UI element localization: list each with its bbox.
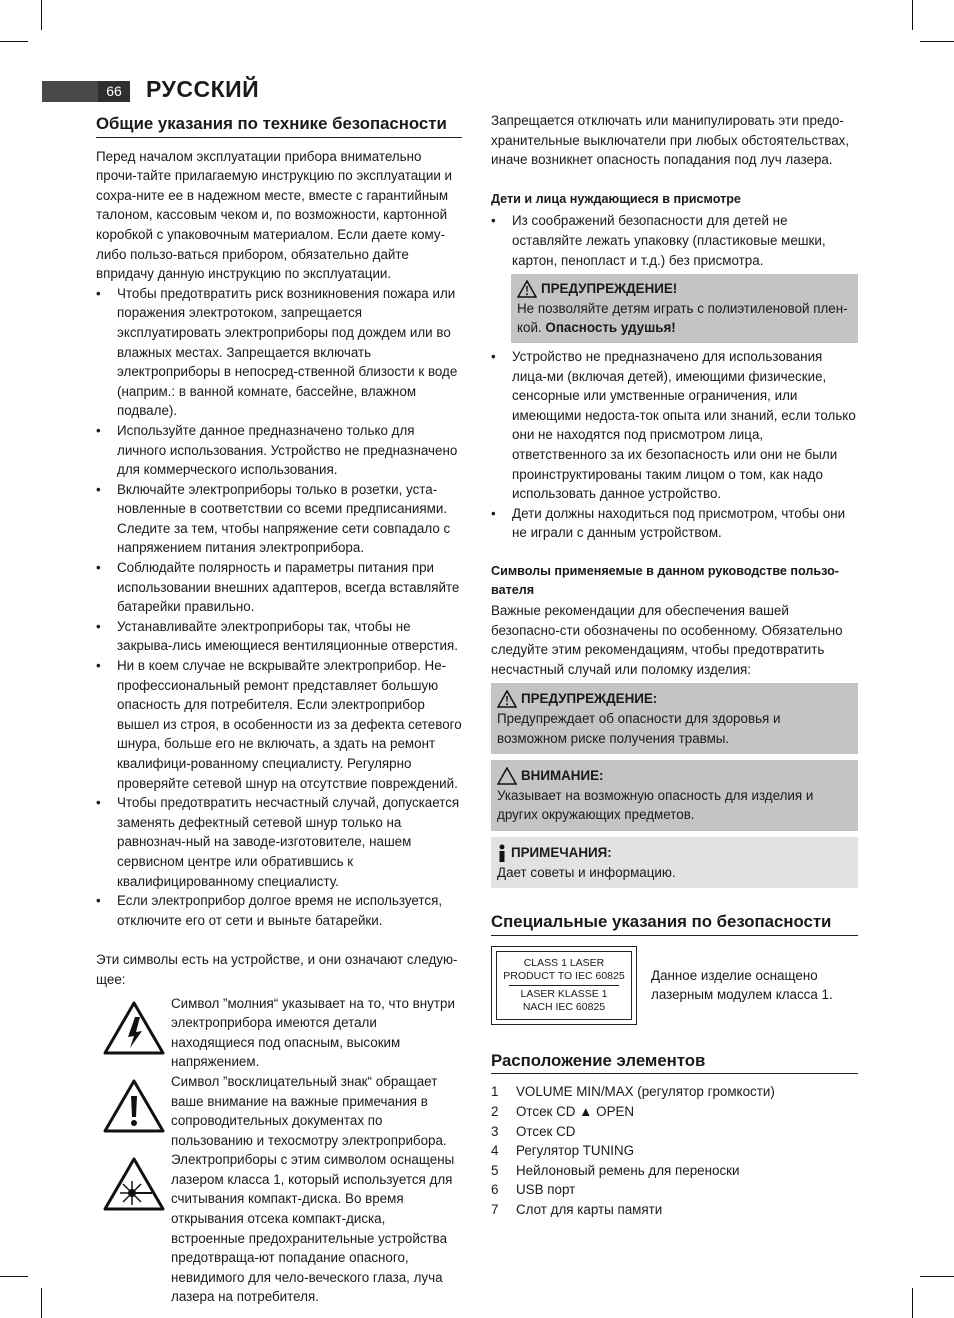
list-item [491,1141,858,1161]
laser-section [491,946,858,1025]
warning-body: Не позволяйте детям играть с полиэтиленовой плен-кой. [517,300,848,336]
list-item: • Соблюдайте полярность и параметры питания при использовании внешних адаптеров, всегда вставляйте батарейки правильно. [96,558,462,617]
laser-label-line: PRODUCT TO IEC 60825 [503,969,625,982]
section-title-parts: Расположение элементов [491,1051,858,1075]
symbols-intro: Эти символы есть на устройстве, и они означают следую-щее: [96,952,458,987]
laser-label-line: CLASS 1 LASER [523,956,605,969]
notice-caution-title [497,766,852,786]
laser-label-line: LASER KLASSE 1 [520,987,608,1000]
part-number: 7 [491,1201,499,1217]
crop-mark [912,1288,913,1318]
crop-mark [0,1276,28,1277]
symbol-row [96,1072,462,1150]
crop-mark [920,41,954,42]
children-heading: Дети и лица нуждающиеся в присмотре [491,191,741,206]
part-number: 1 [491,1084,499,1100]
crop-mark [41,1288,42,1318]
language-title: РУССКИЙ [146,76,260,102]
notice-caution-box [491,760,858,831]
list-item: • Если электроприбор долгое время не используется, отключите его от сети и выньте батарейки. [96,891,462,930]
notice-caution-text: Указывает на возможную опасность для изделия и других окружающих предметов. [497,787,814,823]
symbol-description: Символ ”молния“ указывает на то, что внутри электроприбора имеются детали находящиеся под опасным, высоким напряжением. [171,995,455,1070]
part-label: Слот для карты памяти [516,1201,663,1217]
warning-title-text: ПРЕДУПРЕЖДЕНИЕ! [541,281,678,297]
crop-mark [0,41,28,42]
warning-triangle-icon [497,690,517,708]
notice-warning-title-text: ПРЕДУПРЕЖДЕНИЕ: [521,691,658,707]
exclamation-warning-icon [96,1072,171,1134]
notice-note-title [497,843,852,863]
left-column [96,114,462,1307]
laser-label-divider [509,985,619,986]
page-number: 66 [98,81,130,102]
list-item: • Включайте электроприборы только в розетки, уста-новленные в соответствии со всеми предписаниями. Следите за тем, чтобы напряжение сети совпадало с напряжением питания электроприбора. [96,480,462,558]
part-number: 2 [491,1103,499,1119]
notice-note-box [491,837,858,888]
symbol-row [96,1150,462,1307]
part-label: Отсек CD [516,1123,576,1139]
header-bar [42,81,98,102]
laser-label-line: NACH IEC 60825 [522,1000,606,1013]
list-item: • Используйте данное предназначено только для личного использования. Устройство не предназначено для коммерческого использования. [96,421,462,480]
info-icon [497,844,507,862]
notice-note-title-text: ПРИМЕЧАНИЯ: [511,845,612,860]
symbol-row [96,994,462,1072]
list-item: • Из соображений безопасности для детей не оставляйте лежать упаковку (пластиковые мешки, картон, пенопласт и т.д.) без присмотра. [491,211,858,270]
notice-note-text: Дает советы и информацию. [497,864,676,880]
part-label: VOLUME MIN/MAX (регулятор громкости) [516,1084,775,1100]
notice-warning-text: Предупреждает об опасности для здоровья и возможном риске получения травмы. [497,711,781,746]
list-item: • Ни в коем случае не вскрывайте электроприбор. Не-профессиональный ремонт представляет большую опасность для потребителя. Если электроприбор вышел из строя, в особенности из за дефекта сетевого шнура, больше его не включать, а здать на ремонт квалифици-рованному специалисту. Регулярно проверяйте сетевой шнур на отсутствие повреждений. [96,656,462,793]
list-item: • Дети должны находиться под присмотром, чтобы они не играли с данным устройством. [491,504,858,543]
part-label: USB порт [516,1182,576,1198]
children-list [491,211,858,270]
lightning-warning-icon [96,994,171,1056]
symbols-paragraph: Важные рекомендации для обеспечения вашей безопасно-сти обозначены по особенному. Обязательно следуйте этим рекомендациям, чтобы предотвратить несчастный случай или поломку изделия: [491,603,843,677]
notice-warning-box [491,683,858,754]
list-item [491,1122,858,1142]
part-label: Нейлоновый ремень для переноски [516,1162,740,1178]
crop-mark [920,1276,954,1277]
list-item: • Устройство не предназначено для использования лица-ми (включая детей), имеющими физические, сенсорные или умственные ограничения, или имеющими недоста-ток опыта или знаний, если только они не находятся под присмотром лица, ответственного за их безопасность или они не были проинструктированы таким лицом о том, как надо использовать данное устройство. [491,347,858,504]
laser-label-inner [496,951,632,1020]
section-title-general-safety: Общие указания по технике безопасности [96,114,462,138]
part-number: 3 [491,1123,499,1139]
list-item [491,1102,858,1122]
list-item [491,1082,858,1102]
symbol-description: Символ ”восклицательный знак“ обращает ваше внимание на важные примечания в сопроводительных документах по пользованию и техосмотру электроприбора. [171,1073,447,1148]
list-item [491,1200,858,1220]
part-number: 5 [491,1162,499,1178]
list-item: • Чтобы предотвратить несчастный случай, допускается заменять дефектный сетевой шнур только на равнознач-ный на заводе-изготовителе, нашем сервисном центре или обратившись к квалифицированному специалисту. [96,793,462,891]
part-number: 6 [491,1182,499,1198]
section-title-special-safety: Специальные указания по безопасности [491,912,858,936]
children-list-2 [491,347,858,543]
symbols-heading: Символы применяемые в данном руководстве пользо-вателя [491,563,839,598]
list-item: • Устанавливайте электроприборы так, чтобы не закрыва-лись имеющиеся вентиляционные отверстия. [96,617,462,656]
list-item: • Чтобы предотвратить риск возникновения пожара или поражения электротоком, запрещается эксплуатировать электроприборы под дождем или во влажных местах. Запрещается включать электроприборы в непосред-ственной близости к воде (наприм.: в ванной комнате, бассейне, влажном подвале). [96,284,462,421]
warning-triangle-icon [517,280,537,298]
right-column [491,111,858,1220]
list-item [491,1180,858,1200]
notice-caution-title-text: ВНИМАНИЕ: [521,768,604,784]
laser-description: Данное изделие оснащено лазерным модулем класса 1. [651,967,833,1003]
warning-box [511,274,858,343]
intro-paragraph: Перед началом эксплуатации прибора внимательно прочи-тайте прилагаемую инструкцию по эксплуатации и сохра-ните ее в надежном месте, вместе с гарантийным талоном, кассовым чеком и, по возможности, картонной коробкой с упаковочным материалом. Если даете кому-либо пользо-ваться прибором, обязательно дайте впридачу данную инструкцию по эксплуатации. [96,148,453,282]
safety-list [96,284,462,931]
laser-safety-paragraph: Запрещается отключать или манипулировать эти предо-хранительные выключатели при любых обстоятельствах, иначе возникнет опасность попадания под луч лазера. [491,113,850,168]
part-label: Отсек CD ▲ OPEN [516,1103,635,1119]
warning-text [517,299,852,338]
laser-warning-icon [96,1150,171,1212]
warning-emphasis: Опасность удушья! [545,320,676,336]
parts-list [491,1082,858,1219]
part-number: 4 [491,1143,499,1159]
crop-mark [912,0,913,30]
warning-title [517,279,852,299]
list-item [491,1161,858,1181]
laser-class-label [491,946,637,1025]
crop-mark [41,0,42,30]
part-label: Регулятор TUNING [516,1143,635,1159]
caution-triangle-icon [497,767,517,785]
symbol-description: Электроприборы с этим символом оснащены лазером класса 1, который используется для считывания компакт-диска. Во время открывания отсека компакт-диска, встроенные предохранительные устройства предотвраща-ют попадание опасного, невидимого для чело-веческого глаза, луча лазера на потребителя. [171,1152,455,1305]
notice-warning-title [497,689,852,709]
